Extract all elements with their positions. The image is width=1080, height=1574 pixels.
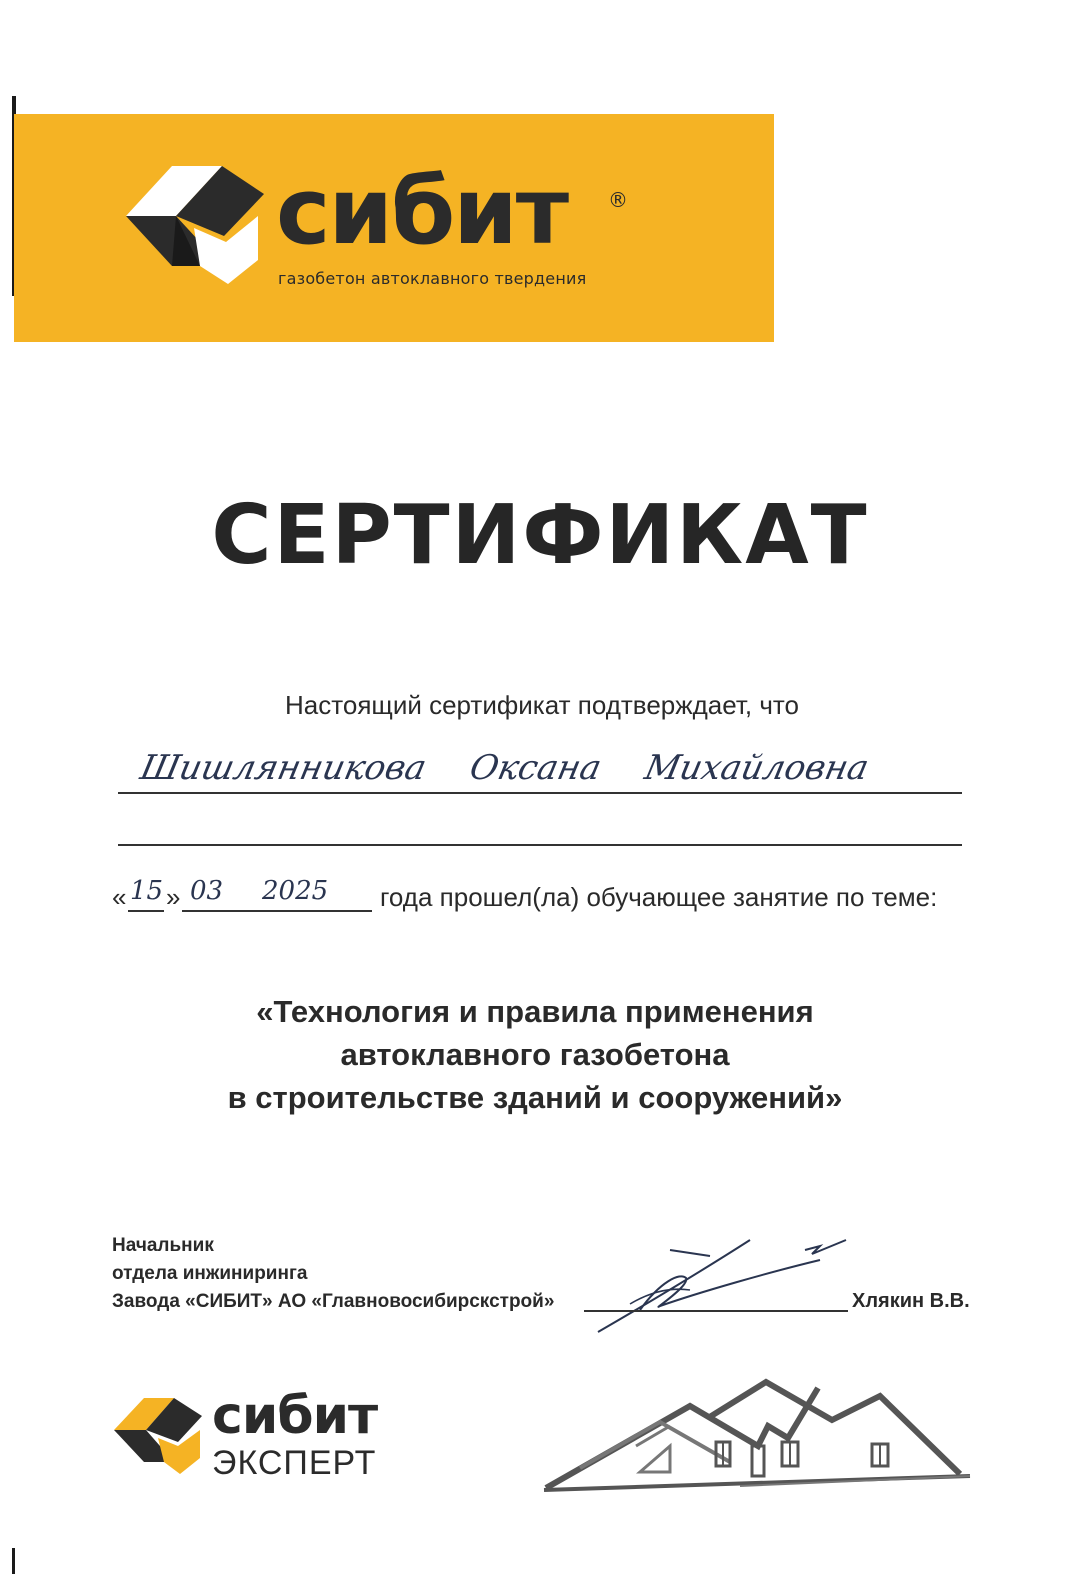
topic-line: в строительстве зданий и сооружений»: [227, 1080, 843, 1115]
sibit-cube-logo-icon: [116, 166, 266, 284]
sibit-expert-logo-icon: [108, 1398, 204, 1476]
date-open-quote: «: [112, 882, 127, 912]
signer-line: отдела инжиниринга: [112, 1263, 308, 1284]
signature-underline: [584, 1310, 848, 1312]
date-year: 2025: [262, 876, 329, 906]
date-day: 15: [130, 876, 164, 906]
topic-line: «Технология и правила применения: [256, 994, 814, 1029]
name-underline: [118, 792, 962, 794]
registered-mark: ®: [608, 188, 628, 212]
signer-line: Начальник: [112, 1235, 214, 1256]
header-banner: [14, 114, 774, 342]
date-suffix-text: года прошел(ла) обучающее занятие по теме:: [380, 882, 938, 912]
footer-brand-subtitle: ЭКСПЕРТ: [212, 1444, 377, 1482]
date-close-quote: »: [166, 882, 181, 912]
signer-position: [112, 1232, 554, 1316]
certificate-title: СЕРТИФИКАТ: [211, 488, 869, 583]
scan-edge-mark-bottom: [12, 1548, 15, 1574]
date-row: [112, 876, 992, 920]
certificate-intro: Настоящий сертификат подтверждает, что: [285, 690, 799, 720]
brand-subtitle: газобетон автоклавного твердения: [278, 269, 587, 288]
signer-line: Завода «СИБИТ» АО «Главновосибирскстрой»: [112, 1291, 555, 1312]
footer-brand-name: сибит: [212, 1386, 378, 1446]
brand-name: сибит: [276, 158, 568, 265]
day-underline: [128, 910, 164, 912]
topic-line: автоклавного газобетона: [340, 1037, 730, 1072]
name-underline-second: [118, 844, 962, 846]
handwritten-signature-icon: [590, 1232, 860, 1342]
signer-name: Хлякин В.В.: [852, 1290, 970, 1312]
date-underline: [182, 910, 372, 912]
house-illustration-icon: [540, 1376, 972, 1496]
recipient-name: Шишлянникова Оксана Михайловна: [136, 748, 873, 788]
training-topic: [0, 990, 1070, 1119]
date-month: 03: [190, 876, 224, 906]
